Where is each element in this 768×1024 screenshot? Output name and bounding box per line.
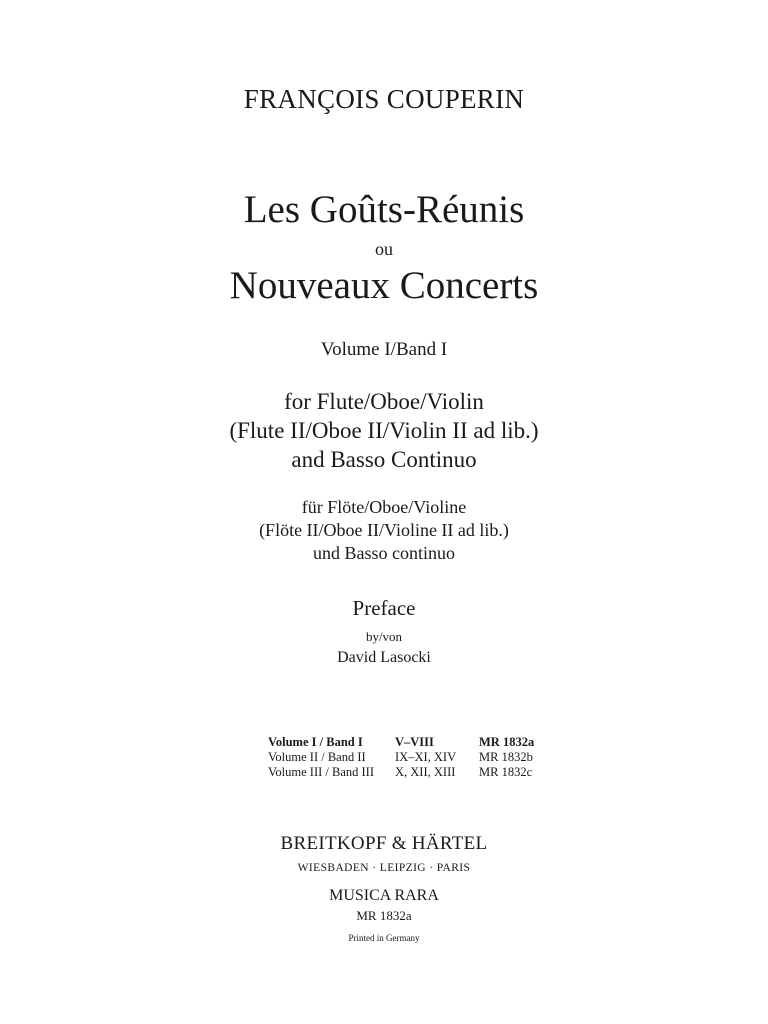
instrumentation-en-line-3: and Basso Continuo xyxy=(291,447,477,472)
volume-name: Volume III / Band III xyxy=(268,765,374,779)
composer-name: FRANÇOIS COUPERIN xyxy=(243,84,525,114)
catalog-number: MR 1832a xyxy=(356,908,412,923)
preface-author: David Lasocki xyxy=(337,649,431,666)
volume-name: Volume II / Band II xyxy=(268,750,366,764)
volume-catalog: MR 1832a xyxy=(479,735,535,749)
publisher-cities: WIESBADEN · LEIPZIG · PARIS xyxy=(297,862,471,874)
volume-concerts: IX–XI, XIV xyxy=(395,750,457,764)
volume-concerts: V–VIII xyxy=(395,735,434,749)
instrumentation-en-line-1: for Flute/Oboe/Violin xyxy=(284,389,484,414)
publisher-imprint: MUSICA RARA xyxy=(329,887,439,904)
volume-label: Volume I/Band I xyxy=(320,339,448,360)
preface-heading: Preface xyxy=(352,596,416,620)
instrumentation-en-line-2: (Flute II/Oboe II/Violin II ad lib.) xyxy=(229,418,539,443)
instrumentation-de-line-2: (Flöte II/Oboe II/Violine II ad lib.) xyxy=(259,520,509,540)
instrumentation-de-line-3: und Basso continuo xyxy=(313,543,455,563)
work-title-line-1: Les Goûts-Réunis xyxy=(243,188,525,231)
work-title-conjunction: ou xyxy=(375,239,393,259)
work-title-line-2: Nouveaux Concerts xyxy=(229,264,539,307)
preface-by: by/von xyxy=(365,629,403,644)
volume-catalog: MR 1832b xyxy=(479,750,533,764)
volume-catalog: MR 1832c xyxy=(479,765,533,779)
volume-concerts: X, XII, XIII xyxy=(395,765,456,779)
printed-in-note: Printed in Germany xyxy=(348,933,420,943)
volume-name: Volume I / Band I xyxy=(268,735,363,749)
publisher-name: BREITKOPF & HÄRTEL xyxy=(280,833,488,854)
instrumentation-de-line-1: für Flöte/Oboe/Violine xyxy=(301,497,467,517)
